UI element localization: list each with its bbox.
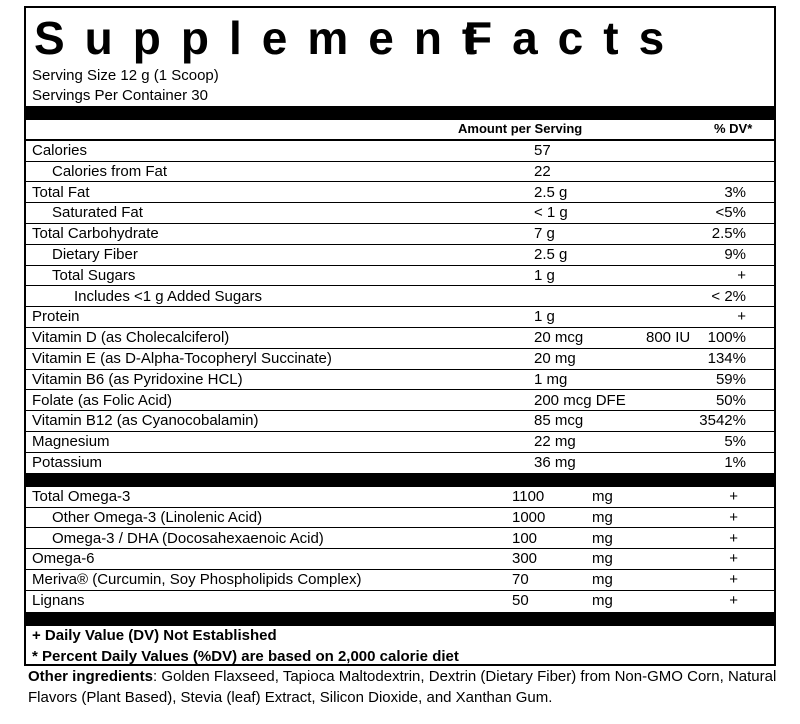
nutrient-row [26,245,774,266]
omega-row [26,549,774,570]
omega-dv: + [729,550,738,568]
nutrient-dv: 50% [715,391,746,409]
nutrient-amount: 57 [534,142,551,159]
nutrient-amount: 20 mg [534,350,576,367]
omega-unit: mg [592,571,613,589]
other-ingredients-text: : Golden Flaxseed, Tapioca Maltodextrin, Dextrin (Dietary Fiber) from Non-GMO Corn, Natural Flavors (Plant Based), Stevia (leaf) Extract, Silicon Dioxide, and Xanthan Gum. [28,668,777,706]
omega-name: Omega-6 [32,550,95,568]
panel-title [34,10,770,66]
serving-size: Serving Size 12 g (1 Scoop) [32,67,219,84]
nutrient-dv: 1% [724,454,746,471]
omega-dv: + [729,592,738,609]
nutrient-amount: < 1 g [534,204,568,222]
footnote-dv-not-established: + Daily Value (DV) Not Established [32,627,277,644]
nutrient-name: Calories from Fat [52,162,168,180]
omega-row [26,508,774,529]
servings-per-container: Servings Per Container 30 [32,87,208,104]
omega-name: Total Omega-3 [32,488,131,505]
nutrient-dv: 134% [707,350,746,367]
thick-divider-middle [26,473,774,487]
omega-dv: + [729,488,738,505]
omega-unit: mg [592,550,613,568]
nutrient-name: Vitamin D (as Cholecalciferol) [32,329,230,347]
nutrient-name: Vitamin B12 (as Cyanocobalamin) [32,412,259,430]
nutrient-row [26,328,774,349]
nutrient-dv: 100% [707,329,746,347]
nutrient-name: Magnesium [32,433,110,451]
nutrient-row [26,307,774,328]
nutrient-name: Saturated Fat [52,204,143,222]
header-amount-per-serving: Amount per Serving [458,121,583,136]
nutrient-name: Total Carbohydrate [32,225,159,243]
nutrient-dv: 3% [724,183,746,201]
nutrient-amount: 36 mg [534,454,576,471]
nutrient-name: Potassium [32,454,103,471]
nutrient-row [26,141,774,162]
nutrient-row [26,287,774,308]
omega-dv: + [729,508,738,526]
nutrient-name: Dietary Fiber [52,246,138,263]
nutrient-name: Total Sugars [52,266,136,284]
omega-row [26,529,774,550]
title-word-facts: Facts [464,12,685,64]
nutrient-name: Protein [32,308,80,326]
nutrient-dv: 3542% [699,412,746,430]
omega-name: Meriva® (Curcumin, Soy Phospholipids Complex) [32,571,362,589]
nutrient-row [26,349,774,370]
footnote-percent-dv: * Percent Daily Values (%DV) are based on 2,000 calorie diet [32,648,459,665]
omega-quantity: 70 [512,571,529,589]
omega-name: Other Omega-3 (Linolenic Acid) [52,508,263,526]
omega-row [26,487,774,508]
nutrient-row [26,203,774,224]
nutrient-dv: + [737,266,746,284]
nutrient-name: Includes <1 g Added Sugars [74,287,263,305]
omega-unit: mg [592,508,613,526]
omega-quantity: 100 [512,529,538,547]
other-ingredients-label: Other ingredients [28,668,154,685]
nutrient-name: Vitamin E (as D-Alpha-Tocopheryl Succinate) [32,350,332,367]
nutrient-amount: 1 g [534,308,555,326]
nutrient-row [26,183,774,204]
omega-unit: mg [592,529,613,547]
omega-quantity: 1100 [512,488,545,505]
nutrient-row [26,391,774,412]
omega-row [26,591,774,612]
nutrient-dv: <5% [715,204,746,222]
nutrient-row [26,162,774,183]
thick-divider-top [26,106,774,120]
nutrient-row [26,453,774,474]
other-ingredients [28,666,778,708]
omega-name: Omega-3 / DHA (Docosahexaenoic Acid) [52,529,324,547]
supplement-facts-panel [24,6,776,666]
header-percent-dv: % DV* [714,121,753,136]
nutrient-amount: 7 g [534,225,555,243]
omega-quantity: 50 [512,592,529,609]
omega-dv: + [729,571,738,589]
nutrient-amount: 200 mcg DFE [534,391,626,409]
omega-unit: mg [592,488,613,505]
nutrient-amount-iu: 800 IU [646,329,691,347]
title-word-supplement: Supplement [34,12,498,64]
omega-quantity: 1000 [512,508,546,526]
nutrient-dv: + [737,308,746,326]
nutrient-row [26,411,774,432]
nutrient-amount: 2.5 g [534,183,568,201]
omega-dv: + [729,529,738,547]
nutrient-amount: 22 [534,162,551,180]
nutrient-amount: 85 mcg [534,412,584,430]
omega-name: Lignans [32,592,85,609]
nutrient-row [26,370,774,391]
nutrient-name: Total Fat [32,183,90,201]
nutrient-amount: 2.5 g [534,246,568,263]
nutrient-amount: 1 g [534,266,555,284]
nutrient-dv: 9% [724,246,746,263]
nutrient-amount: 1 mg [534,370,568,388]
thick-divider-bottom [26,612,774,626]
omega-row [26,570,774,591]
omega-quantity: 300 [512,550,538,568]
nutrient-row [26,224,774,245]
nutrient-dv: 5% [724,433,746,451]
nutrient-amount: 20 mcg [534,329,584,347]
nutrient-name: Folate (as Folic Acid) [32,391,173,409]
nutrient-dv: 59% [715,370,746,388]
nutrient-amount: 22 mg [534,433,576,451]
nutrient-dv: 2.5% [711,225,746,243]
nutrient-dv: < 2% [711,287,746,305]
nutrient-row [26,266,774,287]
nutrient-name: Vitamin B6 (as Pyridoxine HCL) [32,370,243,388]
nutrient-row [26,432,774,453]
nutrient-name: Calories [32,142,88,159]
omega-unit: mg [592,592,613,609]
